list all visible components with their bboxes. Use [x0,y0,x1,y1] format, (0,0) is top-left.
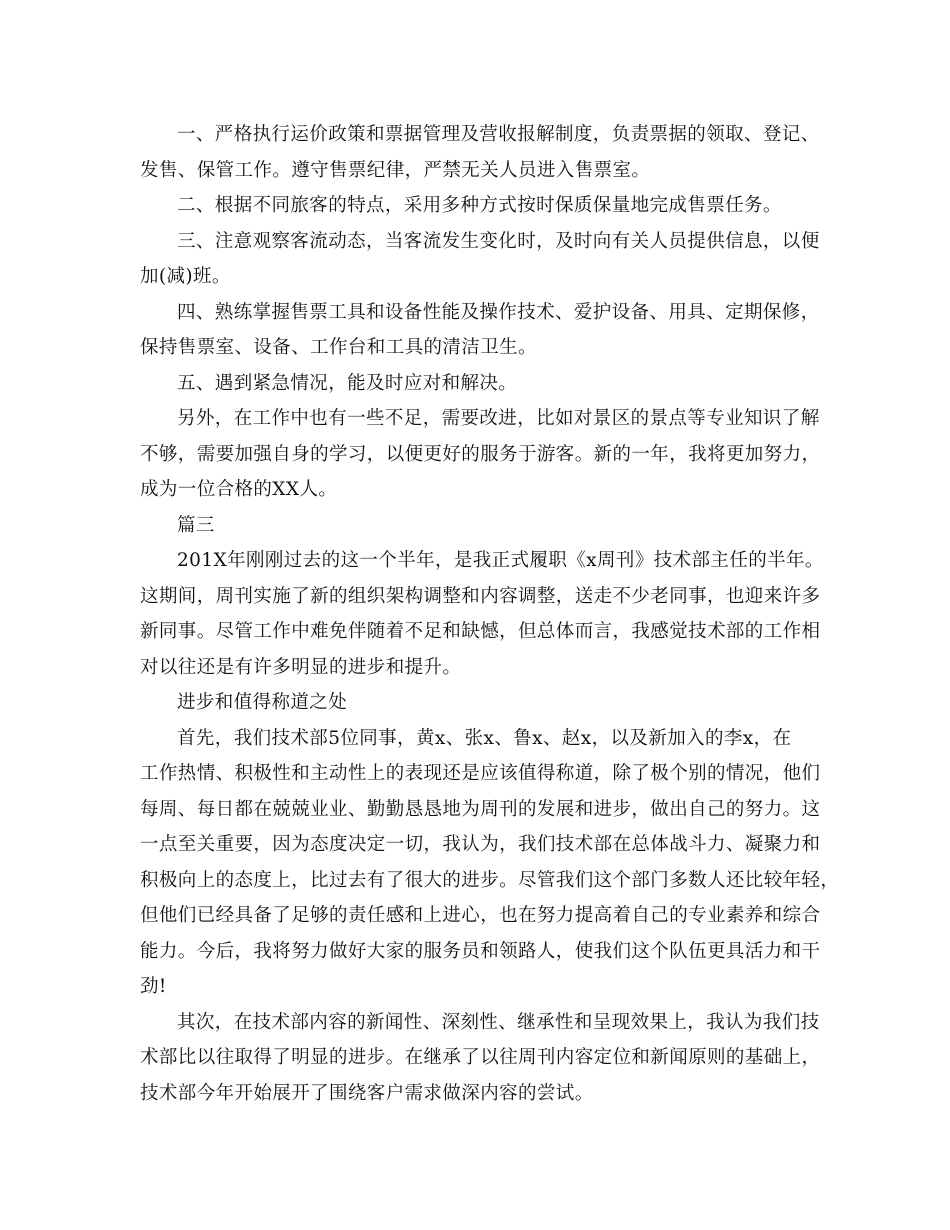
paragraph [140,188,812,224]
text-line: 保持售票室、设备、工作台和工具的清洁卫生。 [140,337,537,358]
paragraph [140,508,812,544]
paragraph [140,685,812,721]
paragraph [140,295,820,366]
text-line: 术部比以往取得了明显的进步。在继承了以往周刊内容定位和新闻原则的基础上， [140,1047,821,1068]
text-line: 五、遇到紧急情况，能及时应对和解决。 [177,372,518,394]
text-line: 技术部今年开始展开了围绕客户需求做深内容的尝试。 [140,1082,594,1104]
text-line: 不够，需要加强自身的学习，以便更好的服务于游客。新的一年，我将更加努力， [140,443,821,465]
text-line: 一、严格执行运价政策和票据管理及营收报解制度，负责票据的领取、登记、 [177,124,820,145]
text-line: 能力。今后，我将努力做好大家的服务员和领路人，使我们这个队伍更具活力和干 [140,940,821,962]
paragraph [140,721,840,1005]
text-line: 每周、每日都在兢兢业业、勤勤恳恳地为周刊的发展和进步，做出自己的努力。这 [140,798,821,820]
paragraph [140,1005,821,1112]
paragraph [140,401,821,508]
text-line: 成为一位合格的XX人。 [140,479,338,500]
paragraph [140,543,824,685]
text-line: 另外，在工作中也有一些不足，需要改进，比如对景区的景点等专业知识了解 [177,408,820,429]
paragraph [140,224,820,295]
text-line: 二、根据不同旅客的特点，采用多种方式按时保质保量地完成售票任务。 [177,195,782,216]
text-line: 工作热情、积极性和主动性上的表现还是应该值得称道，除了极个别的情况，他们 [140,763,821,784]
text-line: 其次，在技术部内容的新闻性、深刻性、继承性和呈现效果上，我认为我们技 [177,1011,820,1033]
text-line: 三、注意观察客流动态，当客流发生变化时，及时向有关人员提供信息，以便 [177,230,820,252]
text-line: 加(减)班。 [140,266,231,287]
text-line: 四、熟练掌握售票工具和设备性能及操作技术、爱护设备、用具、定期保修， [177,301,820,323]
text-line: 篇三 [177,514,215,536]
text-line: 发售、保管工作。遵守售票纪律，严禁无关人员进入售票室。 [140,159,651,181]
text-line: 但他们已经具备了足够的责任感和上进心，也在努力提高着自己的专业素养和综合 [140,905,821,926]
document-body [140,117,840,1111]
text-line: 劲! [140,976,167,997]
paragraph [140,366,812,402]
text-line: 新同事。尽管工作中难免伴随着不足和缺憾，但总体而言，我感觉技术部的工作相 [140,621,821,642]
text-line: 这期间，周刊实施了新的组织架构调整和内容调整，送走不少老同事，也迎来许多 [140,585,821,607]
text-line: 一点至关重要，因为态度决定一切，我认为，我们技术部在总体战斗力、凝聚力和 [140,834,821,855]
text-line: 对以往还是有许多明显的进步和提升。 [140,656,462,678]
text-line: 201X年刚刚过去的这一个半年，是我正式履职《x周刊》技术部主任的半年。 [177,550,824,571]
paragraph [140,117,820,188]
text-line: 首先，我们技术部5位同事，黄x、张x、鲁x、赵x，以及新加入的李x，在 [177,727,792,749]
text-line: 进步和值得称道之处 [177,692,348,713]
text-line: 积极向上的态度上，比过去有了很大的进步。尽管我们这个部门多数人还比较年轻， [140,869,840,891]
